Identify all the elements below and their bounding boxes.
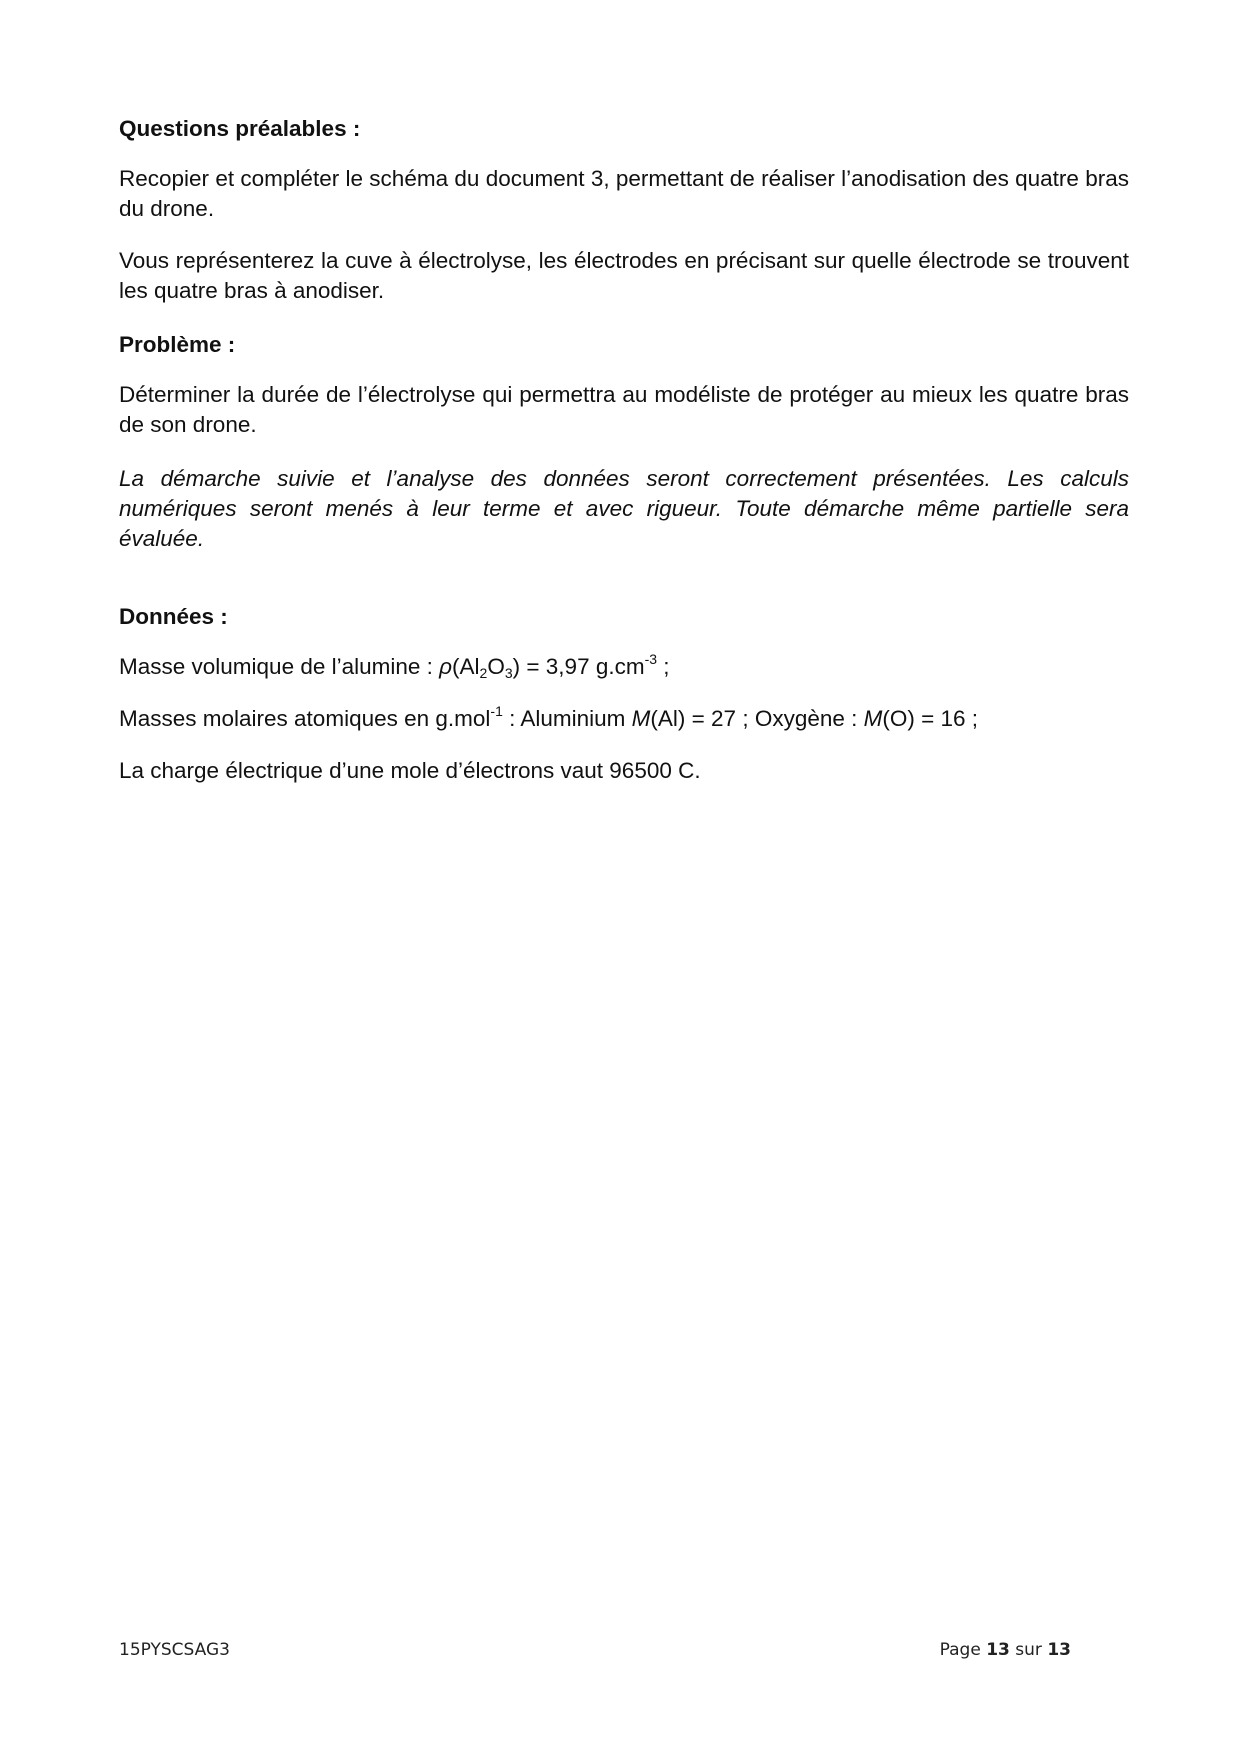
questions-paragraph-1: Recopier et compléter le schéma du document 3, permettant de réaliser l’anodisation des quatre bras du drone. <box>119 166 1129 221</box>
subscript-3: 3 <box>504 665 513 681</box>
masse-volumique-label: Masse volumique de l’alumine : <box>119 654 440 679</box>
formula-o: O <box>487 654 505 679</box>
questions-heading: Questions préalables : <box>119 116 361 141</box>
aluminium-label: : Aluminium <box>502 706 632 731</box>
exponent-minus-1: -1 <box>490 703 503 719</box>
aluminium-value-oxygene-label: (Al) = 27 ; Oxygène : <box>650 706 864 731</box>
probleme-instructions: La démarche suivie et l’analyse des données seront correctement présentées. Les calculs numériques seront menés à leur terme et avec rigueur. Toute démarche même partielle sera évaluée. <box>119 466 1129 551</box>
probleme-heading: Problème : <box>119 332 236 357</box>
masses-molaires-label: Masses molaires atomiques en g.mol <box>119 706 491 731</box>
probleme-paragraph: Déterminer la durée de l’électrolyse qui permettra au modéliste de protéger au mieux les quatre bras de son drone. <box>119 382 1129 437</box>
molar-mass-symbol-o: M <box>863 706 883 731</box>
donnee-masse-volumique <box>119 652 670 682</box>
exponent-minus-3: -3 <box>644 651 658 667</box>
current-page: 13 <box>986 1640 1010 1660</box>
donnees-heading: Données : <box>119 604 228 629</box>
molar-mass-symbol-al: M <box>631 706 651 731</box>
formula-al: (Al <box>452 654 480 679</box>
document-code: 15PYSCSAG3 <box>119 1640 230 1660</box>
total-pages: 13 <box>1047 1640 1071 1660</box>
masse-volumique-value: ) = 3,97 g.cm <box>512 654 645 679</box>
page-separator: sur <box>1015 1640 1042 1660</box>
donnee-charge: La charge électrique d’une mole d’électrons vaut 96500 C. <box>119 758 701 783</box>
page-number <box>940 1640 1071 1660</box>
rho-symbol: ρ <box>439 654 453 679</box>
subscript-2: 2 <box>479 665 488 681</box>
questions-paragraph-2: Vous représenterez la cuve à électrolyse, les électrodes en précisant sur quelle électrode se trouvent les quatre bras à anodiser. <box>119 248 1129 303</box>
page-label: Page <box>939 1640 981 1660</box>
oxygene-value: (O) = 16 ; <box>882 706 979 731</box>
semicolon: ; <box>657 654 670 679</box>
donnee-masses-molaires <box>119 704 978 734</box>
